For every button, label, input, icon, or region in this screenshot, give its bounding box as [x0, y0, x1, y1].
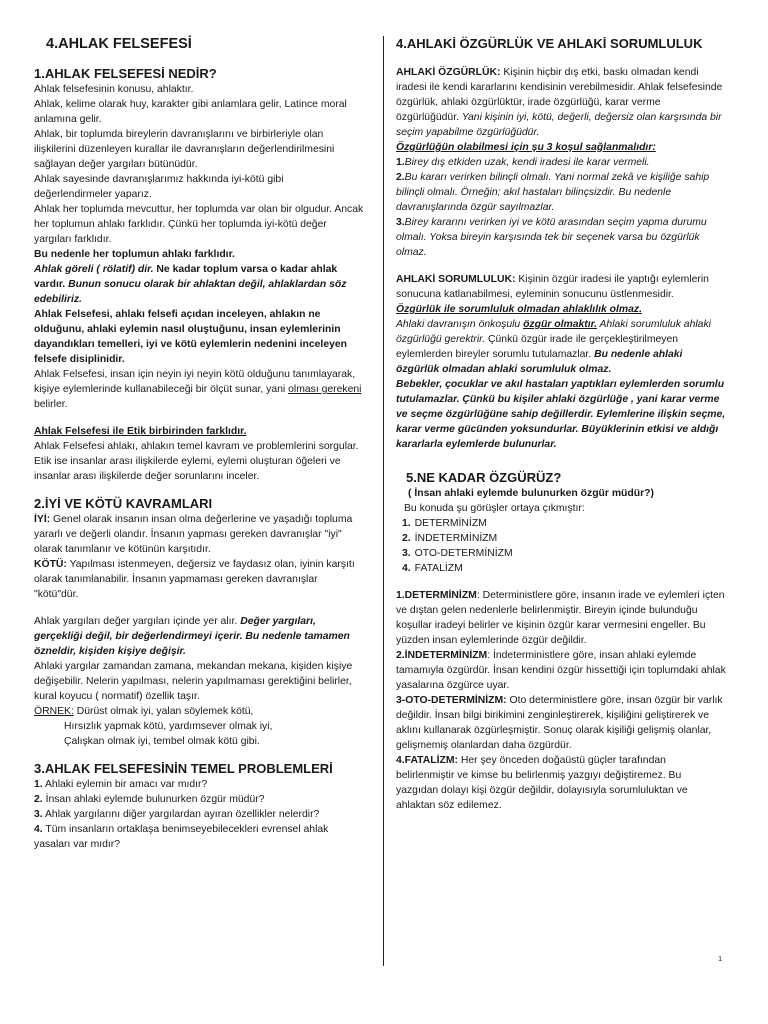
item-number: 1. [34, 779, 43, 790]
text: Kişinin özgür iradesi ile yaptığı eylemlerin sonucuna katlanabilmesi, eyleminin sonucunu üstlenmesidir. [396, 274, 709, 300]
section-heading-1: 1.AHLAK FELSEFESİ NEDİR? [34, 66, 217, 81]
paragraph-kotu [34, 557, 364, 602]
conditions-heading: Özgürlüğün olabilmesi için şu 3 koşul sağlanmalıdır: [396, 142, 656, 153]
paragraph: Ahlak sayesinde davranışlarımız hakkında iyi-kötü gibi değerlendirmeler yaparız. [34, 174, 284, 200]
list-item [34, 777, 364, 792]
emphasis: Bunun sonucu olarak bir ahlaktan değil, ahlaklardan söz edebiliriz. [34, 279, 347, 305]
item-number: 3. [396, 217, 405, 228]
text: Çünkü özgür irade ile gerçekleştirilmeyen eylemlerden bireyler sorumlu tutulamazlar. [396, 334, 679, 360]
term-label: 4.FATALİZM: [396, 755, 458, 766]
item-number: 3. [402, 548, 411, 559]
paragraph: Ahlak felsefesinin konusu, ahlaktır. [34, 84, 194, 95]
paragraph: Ahlak Felsefesi ahlakı, ahlakın temel kavram ve problemlerini sorgular. Etik ise insanlar arası ilişkilerde eylemi, eylemi oluşturan öğeleri ve insanlar arası ilişkilerde değer sorunlarını inceler. [34, 441, 359, 482]
term-label: 3-OTO-DETERMİNİZM: [396, 695, 507, 706]
text: Kişinin hiçbir dış etki, baskı olmadan kendi iradesi ile kendi kararlarını kendisinin verebilmesidir. Ahlak felsefesinde özgürlük, ahlaki özgürlüktür, irade özgürlüğü, karar verme özgürlüğüdür. [396, 67, 723, 123]
underlined-text: olması gerekeni [288, 384, 362, 395]
list-item [402, 531, 726, 546]
text: : İndeterministlere göre, insan ahlaki eylemde tamamıyla özgürdür. İnsan kendini özgür hissettiği için toplumdaki ahlak yasalarına özgürce uyar. [396, 650, 726, 691]
paragraph-bold: Bu nedenle her toplumun ahlakı farklıdır. [34, 249, 235, 260]
left-column [34, 30, 364, 852]
term-label: KÖTÜ: [34, 559, 67, 570]
section-subtitle: ( İnsan ahlaki eylemde bulunurken özgür müdür?) [408, 488, 654, 499]
page-title: 4.AHLAK FELSEFESİ [46, 36, 192, 52]
text: Genel olarak insanın insan olma değerlerine ve yaşadığı topluma yararlı ve değerli olandır. İnsanın yapması gereken davranışlar "iyi" olarak tanımlanır ve kötünün karşıtıdır. [34, 514, 353, 555]
item-number: 3. [34, 809, 43, 820]
term-label: AHLAKİ SORUMLULUK: [396, 274, 516, 285]
item-text: Ahlaki eylemin bir amacı var mıdır? [45, 779, 208, 790]
paragraph-indeterminizm [396, 648, 726, 693]
example-line [34, 704, 364, 719]
italic-text: Yani kişinin iyi, kötü, değerli, değersiz olan karşısında bir seçim yapabilme özgürlüğüdür. [396, 112, 722, 138]
text: Ahlaki sorumluluk ahlaki özgürlüğü gerektrir. [396, 319, 711, 345]
paragraph-iyi [34, 512, 364, 557]
text: Her şey önceden doğaüstü güçler tarafından belirlenmiştir ve kimse bu belirlenmiş yazgıyı değiştiremez. Bu yazgıdan dolayı kişi özgür değildir, dolayısıyla sorumluluktan ve ahlaktan söz edilemez. [396, 755, 688, 811]
section-heading-3: 3.AHLAK FELSEFESİNİN TEMEL PROBLEMLERİ [34, 761, 333, 776]
text: Dürüst olmak iyi, yalan söylemek kötü, [73, 706, 254, 717]
text: Ahlak Felsefesi, insan için neyin iyi neyin kötü olduğunu tanımlayarak, kişiye eylemlerinde kullanabileceği bir ölçüt sunar, yani [34, 369, 356, 395]
underlined-text: özgür olmaktır. [523, 319, 597, 330]
item-number: 1. [402, 518, 411, 529]
item-number: 2. [402, 533, 411, 544]
views-list [396, 516, 726, 576]
item-text: OTO-DETERMİNİZM [414, 548, 513, 559]
list-item [34, 807, 364, 822]
paragraph: Ahlak, kelime olarak huy, karakter gibi anlamlara gelir, Latince moral anlamına gelir. [34, 99, 347, 125]
paragraph-bold: Bebekler, çocuklar ve akıl hastaları yaptıkları eylemlerden sorumlu tutulamazlar. Çünkü bu kişiler ahlaki özgürlüğe , yani karar verme ve seçme özgürlüğüne sahip değillerdir. Eylemlerine ilişkin seçme, karar verme gücünden yoksundurlar. Büyüklerinin etkisi ve aldığı kararlarla eylemlerde bulunurlar. [396, 379, 726, 450]
paragraph-bold: Ahlak Felsefesi, ahlakı felsefi açıdan inceleyen, ahlakın ne olduğunu, ahlaki eylemin nasıl oluştuğunu, insan eylemlerinin dayandıkları temelleri, iyi ve kötü eylemlerin nedenini inceleyen felsefe disiplinidir. [34, 309, 348, 365]
item-number: 1. [396, 157, 405, 168]
item-text: Birey dış etkiden uzak, kendi iradesi ile karar vermeli. [404, 157, 650, 168]
list-item [34, 822, 364, 852]
emphasis: Ne kadar toplum varsa o kadar ahlak vardır. [34, 264, 338, 290]
section-heading-5: 5.NE KADAR ÖZGÜRÜZ? [406, 470, 562, 485]
item-number: 4. [34, 824, 43, 835]
emphasis: Bu nedenle ahlaki özgürlük olmadan ahlaki sorumluluk olmaz. [396, 349, 683, 375]
item-text: Tüm insanların ortaklaşa benimseyebilecekleri evrensel ahlak yasaları var mıdır? [34, 824, 329, 850]
item-text: İnsan ahlaki eylemde bulunurken özgür müdür? [45, 794, 265, 805]
problem-list [34, 777, 364, 852]
paragraph [34, 614, 364, 659]
condition-item [396, 215, 726, 260]
item-text: DETERMİNİZM [414, 518, 487, 529]
paragraph [396, 317, 726, 377]
paragraph-underlined: Ahlak Felsefesi ile Etik birbirinden farklıdır. [34, 426, 247, 437]
right-column [396, 30, 726, 813]
list-item [402, 516, 726, 531]
paragraph: Ahlak, bir toplumda bireylerin davranışlarını ve birbirleriyle olan ilişkilerini düzenleyen kurallar ile davranışların değerlendirilmesini sağlayan değer yargıları bütünüdür. [34, 129, 335, 170]
item-text: İNDETERMİNİZM [414, 533, 498, 544]
item-number: 4. [402, 563, 411, 574]
text: Yapılması istenmeyen, değersiz ve faydasız olan, iyinin karşıtı olarak tanımlanabilir. İnsanın yapmaması gereken davranışlar "kötü"dür. [34, 559, 355, 600]
paragraph-fatalizm [396, 753, 726, 813]
item-number: 2. [396, 172, 405, 183]
text: Oto deterministlere göre, insan özgür bir varlık değildir. İnsan bilgi birikimini zenginleştirerek, kişiliğini geliştirerek ve aklını kullanarak özgürleşmiştir. Sonuç olarak kişiliği gelişmiş olanlar, gelişmemiş olanlardan daha özgürdür. [396, 695, 723, 751]
condition-item [396, 170, 726, 215]
emphasis: Ahlak göreli ( rölatif) dir. [34, 264, 154, 275]
condition-item [396, 155, 726, 170]
page-number: 1 [718, 956, 722, 963]
emphasis-line: Özgürlük ile sorumluluk olmadan ahlaklılık olmaz. [396, 304, 642, 315]
paragraph-ozgurluk [396, 65, 726, 140]
section-heading-2: 2.İYİ VE KÖTÜ KAVRAMLARI [34, 496, 213, 511]
term-label: 1.DETERMİNİZM [396, 590, 477, 601]
term-label: AHLAKİ ÖZGÜRLÜK: [396, 67, 501, 78]
list-item [402, 546, 726, 561]
paragraph: Ahlak her toplumda mevcuttur, her toplumda var olan bir olgudur. Ancak her toplumun ahlakı farklıdır. Çünkü her toplumda iyi-kötü değer yargıları farklıdır. [34, 204, 364, 245]
item-text: Bu kararı verirken bilinçli olmalı. Yani normal zekâ ve kişiliğe sahip bilinçli olmalı. Örneğin; akıl hastaları bilinçsizdir. Bu nedenle davranışlarında özgür sayılmazlar. [396, 172, 710, 213]
term-label: 2.İNDETERMİNİZM [396, 650, 488, 661]
example-label: ÖRNEK: [34, 706, 74, 717]
paragraph-relative [34, 262, 364, 307]
item-text: Birey kararını verirken iyi ve kötü arasından seçim yapma durumu olmalı. Yoksa bireyin karşısında tek bir seçenek varsa bu özgürlük olmaz. [396, 217, 707, 258]
paragraph: Bu konuda şu görüşler ortaya çıkmıştır: [404, 503, 585, 514]
paragraph-sorumluluk [396, 272, 726, 302]
item-text: Ahlak yargılarını diğer yargılardan ayıran özellikler nelerdir? [45, 809, 320, 820]
paragraph-oto-determinizm [396, 693, 726, 753]
text: : Deterministlere göre, insanın irade ve eylemleri içten ve dıştan gelen nedenlerle belirlenmiştir. Bireyin içinde bulunduğu koşullar iradeyi belirler ve kişinin özgür karar vermesini engeller. Bu yüzden insan eylemlerinde özgür değildir. [396, 590, 725, 646]
list-item [402, 561, 726, 576]
text: Ahlaki davranışın önkoşulu [396, 319, 524, 330]
paragraph [34, 367, 364, 412]
text: Ahlak yargıları değer yargıları içinde yer alır. [34, 616, 241, 627]
term-label: İYİ: [34, 514, 51, 525]
item-text: FATALİZM [414, 563, 463, 574]
item-number: 2. [34, 794, 43, 805]
list-item [34, 792, 364, 807]
paragraph: Ahlaki yargılar zamandan zamana, mekandan mekana, kişiden kişiye değişebilir. Nelerin yapılması, nelerin yapılmaması gerektiğini belirler, kural koyucu ( normatif) özellik taşır. [34, 661, 353, 702]
emphasis: Değer yargıları, gerçekliği değil, bir değerlendirmeyi içerir. Bu nedenle tamamen özneldir, kişiden kişiye değişir. [34, 616, 350, 657]
text: belirler. [34, 399, 68, 410]
column-divider [383, 36, 384, 966]
example-line: Çalışkan olmak iyi, tembel olmak kötü gibi. [64, 736, 260, 747]
example-line: Hırsızlık yapmak kötü, yardımsever olmak iyi, [64, 721, 273, 732]
paragraph-determinizm [396, 588, 726, 648]
section-heading-4: 4.AHLAKİ ÖZGÜRLÜK VE AHLAKİ SORUMLULUK [396, 36, 703, 51]
